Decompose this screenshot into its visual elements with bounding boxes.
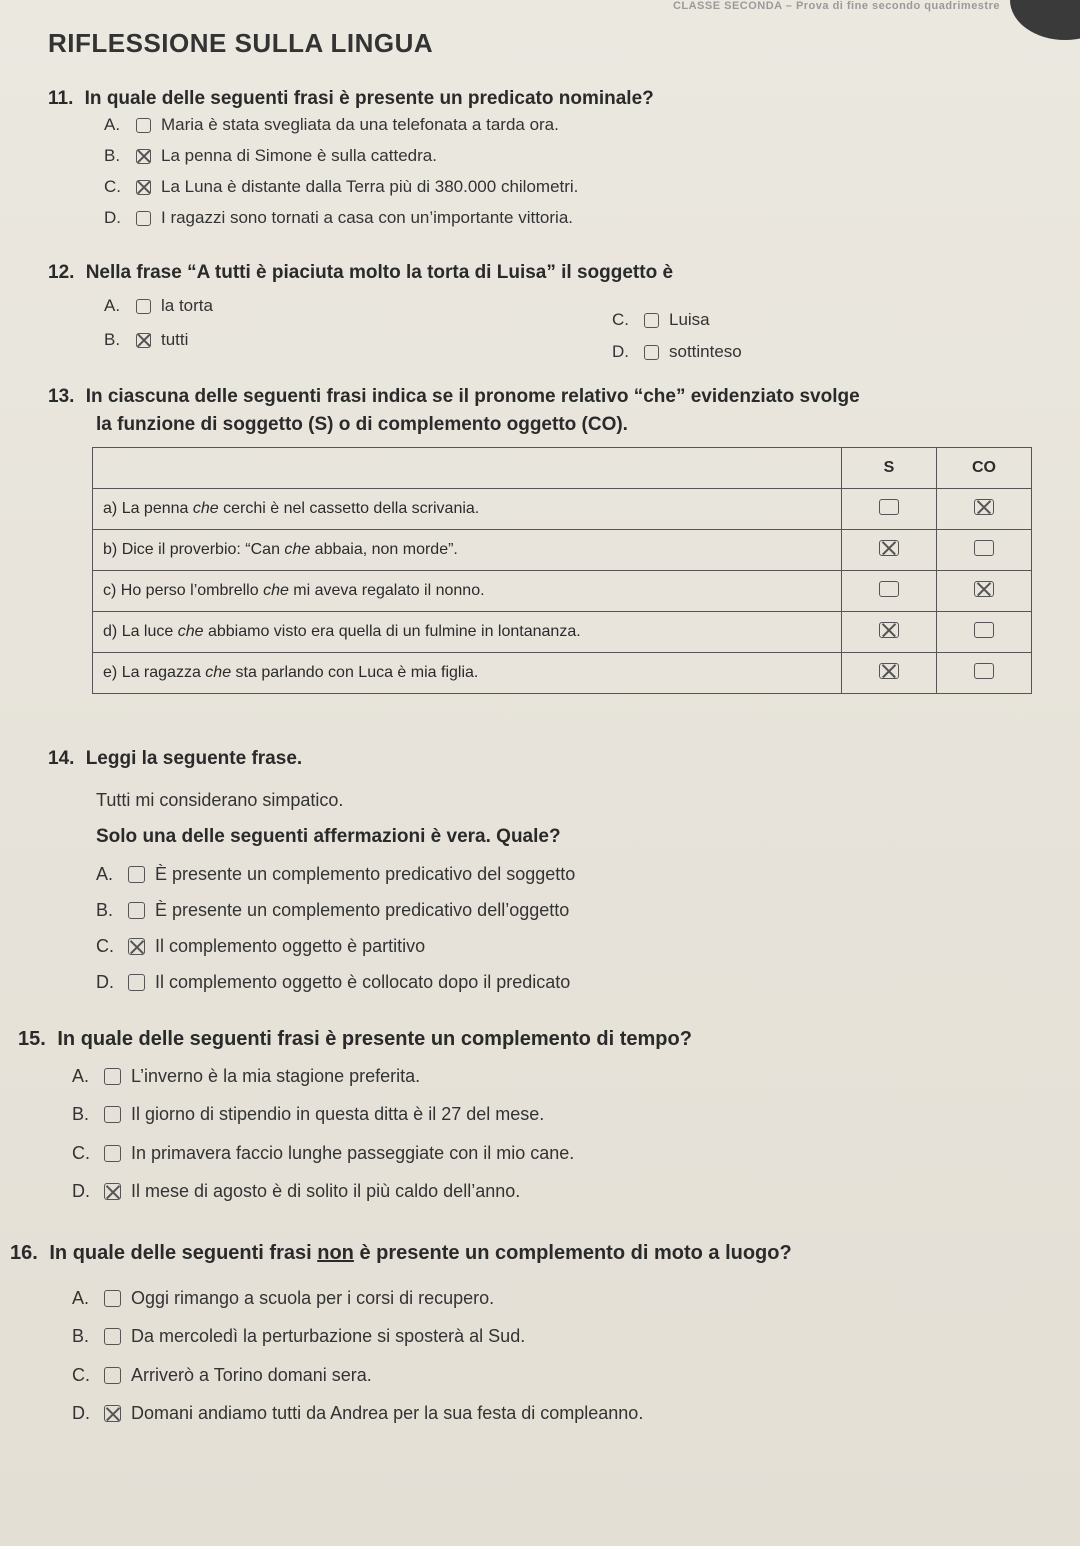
relative-pronoun: che bbox=[192, 500, 219, 517]
checkbox[interactable] bbox=[128, 902, 145, 919]
question-15 bbox=[18, 1028, 692, 1051]
cell-s bbox=[842, 571, 937, 612]
question-number: 16. bbox=[10, 1242, 38, 1264]
question-text-non: non bbox=[317, 1242, 354, 1264]
checkbox[interactable] bbox=[104, 1290, 121, 1307]
sentence-after: abbiamo visto era quella di un fulmine in lontananza. bbox=[203, 623, 581, 640]
cell-co bbox=[937, 530, 1032, 571]
question-text-before: In quale delle seguenti frasi bbox=[49, 1242, 318, 1264]
option-letter: B. bbox=[72, 1104, 90, 1124]
checkbox[interactable] bbox=[974, 663, 994, 679]
relative-pronoun: che bbox=[263, 582, 289, 599]
option-letter: A. bbox=[72, 1066, 90, 1086]
sentence-before: La penna bbox=[121, 500, 193, 517]
checkbox[interactable] bbox=[104, 1328, 121, 1345]
question-text-line1: In ciascuna delle seguenti frasi indica se il pronome relativo “che” evidenziato svolge bbox=[85, 386, 860, 407]
option-text: Domani andiamo tutti da Andrea per la sua festa di compleanno. bbox=[131, 1403, 644, 1423]
checked-checkbox[interactable] bbox=[879, 622, 899, 638]
question-number: 12. bbox=[48, 262, 75, 283]
option-b[interactable] bbox=[104, 146, 437, 166]
option-text: sottinteso bbox=[669, 342, 742, 361]
option-letter: C. bbox=[72, 1143, 90, 1163]
option-text: Luisa bbox=[669, 310, 710, 329]
relative-pronoun: che bbox=[205, 664, 232, 681]
option-text: In primavera faccio lunghe passeggiate con il mio cane. bbox=[131, 1143, 575, 1163]
option-text: la torta bbox=[161, 296, 213, 315]
row-label: a) bbox=[103, 500, 118, 517]
checkbox[interactable] bbox=[879, 499, 899, 515]
option-d[interactable] bbox=[72, 1181, 520, 1202]
sentence-before: La ragazza bbox=[121, 664, 206, 681]
checkbox[interactable] bbox=[104, 1106, 121, 1123]
sentence-before: Dice il proverbio: “Can bbox=[121, 541, 285, 558]
sentence-after: mi aveva regalato il nonno. bbox=[288, 582, 485, 599]
checkbox[interactable] bbox=[104, 1068, 121, 1085]
checkbox[interactable] bbox=[128, 866, 145, 883]
option-letter: D. bbox=[104, 208, 121, 227]
option-a[interactable] bbox=[104, 115, 559, 135]
option-text: tutti bbox=[161, 330, 189, 349]
option-letter: B. bbox=[72, 1326, 90, 1346]
cell-s bbox=[842, 612, 937, 653]
checkbox[interactable] bbox=[104, 1145, 121, 1162]
cell-s bbox=[842, 653, 937, 694]
question-number: 15. bbox=[18, 1028, 46, 1050]
checkbox[interactable] bbox=[136, 118, 151, 133]
sentence-cell bbox=[93, 530, 842, 571]
answer-table bbox=[92, 447, 1032, 694]
table-row bbox=[93, 612, 1032, 653]
option-d[interactable] bbox=[612, 342, 742, 362]
quoted-sentence: Tutti mi considerano simpatico. bbox=[96, 790, 344, 810]
option-letter: C. bbox=[72, 1365, 90, 1385]
question-text: Nella frase “A tutti è piaciuta molto la torta di Luisa” il soggetto è bbox=[85, 262, 674, 283]
option-letter: B. bbox=[96, 900, 114, 920]
column-header-s: S bbox=[842, 448, 937, 489]
page-corner-shadow bbox=[1010, 0, 1080, 40]
relative-pronoun: che bbox=[284, 541, 311, 558]
sentence-cell bbox=[93, 653, 842, 694]
option-b[interactable] bbox=[104, 330, 188, 350]
option-letter: A. bbox=[72, 1288, 90, 1308]
checkbox[interactable] bbox=[879, 581, 899, 597]
option-a[interactable] bbox=[96, 864, 575, 885]
sentence-before: La luce bbox=[121, 623, 178, 640]
option-text: Il complemento oggetto è collocato dopo il predicato bbox=[155, 972, 571, 992]
checkbox[interactable] bbox=[104, 1367, 121, 1384]
checked-checkbox[interactable] bbox=[104, 1405, 121, 1422]
table-row bbox=[93, 653, 1032, 694]
option-c[interactable] bbox=[72, 1365, 372, 1386]
option-c[interactable] bbox=[612, 310, 710, 330]
table-row bbox=[93, 489, 1032, 530]
checkbox[interactable] bbox=[136, 299, 151, 314]
cell-s bbox=[842, 489, 937, 530]
checked-checkbox[interactable] bbox=[136, 149, 151, 164]
option-text: Il giorno di stipendio in questa ditta è il 27 del mese. bbox=[131, 1104, 545, 1124]
cell-co bbox=[937, 612, 1032, 653]
question-12 bbox=[48, 262, 673, 284]
option-text: Arriverò a Torino domani sera. bbox=[131, 1365, 372, 1385]
checkbox[interactable] bbox=[974, 622, 994, 638]
question-16 bbox=[10, 1242, 792, 1265]
checked-checkbox[interactable] bbox=[974, 581, 994, 597]
checked-checkbox[interactable] bbox=[136, 333, 151, 348]
option-text: Da mercoledì la perturbazione si sposterà al Sud. bbox=[131, 1326, 526, 1346]
checkbox[interactable] bbox=[136, 211, 151, 226]
option-letter: B. bbox=[104, 146, 121, 165]
option-c[interactable] bbox=[72, 1143, 574, 1164]
option-letter: C. bbox=[96, 936, 114, 956]
checked-checkbox[interactable] bbox=[104, 1183, 121, 1200]
question-text: In quale delle seguenti frasi è presente un predicato nominale? bbox=[84, 88, 654, 109]
checkbox[interactable] bbox=[644, 313, 659, 328]
question-text: Leggi la seguente frase. bbox=[85, 748, 303, 769]
instruction-text: Solo una delle seguenti affermazioni è vera. Quale? bbox=[96, 826, 561, 847]
sentence-after: sta parlando con Luca è mia figlia. bbox=[231, 664, 479, 681]
option-letter: D. bbox=[96, 972, 114, 992]
question-text: In quale delle seguenti frasi è presente un complemento di tempo? bbox=[57, 1028, 692, 1050]
sentence-cell bbox=[93, 612, 842, 653]
option-letter: D. bbox=[72, 1181, 90, 1201]
option-b[interactable] bbox=[72, 1326, 525, 1347]
checkbox[interactable] bbox=[974, 540, 994, 556]
option-a[interactable] bbox=[104, 296, 213, 316]
option-letter: A. bbox=[104, 115, 121, 134]
table-row bbox=[93, 530, 1032, 571]
question-11 bbox=[48, 88, 654, 110]
table-header-blank bbox=[93, 448, 842, 489]
question-13-line2 bbox=[96, 414, 628, 436]
section-title: RIFLESSIONE SULLA LINGUA bbox=[48, 28, 434, 58]
cell-co bbox=[937, 489, 1032, 530]
sentence-after: abbaia, non morde”. bbox=[310, 541, 458, 558]
column-header-co: CO bbox=[937, 448, 1032, 489]
checked-checkbox[interactable] bbox=[136, 180, 151, 195]
question-text-after: è presente un complemento di moto a luogo? bbox=[353, 1242, 792, 1264]
question-number: 11. bbox=[48, 88, 74, 109]
option-letter: C. bbox=[612, 310, 629, 329]
option-letter: A. bbox=[96, 864, 114, 884]
checked-checkbox[interactable] bbox=[974, 499, 994, 515]
option-c[interactable] bbox=[104, 177, 578, 197]
question-number: 13. bbox=[48, 386, 75, 407]
option-letter: B. bbox=[104, 330, 121, 349]
option-b[interactable] bbox=[96, 900, 569, 921]
checked-checkbox[interactable] bbox=[128, 938, 145, 955]
checkbox[interactable] bbox=[644, 345, 659, 360]
relative-pronoun: che bbox=[177, 623, 204, 640]
option-letter: C. bbox=[104, 177, 121, 196]
option-d[interactable] bbox=[104, 208, 573, 228]
option-b[interactable] bbox=[72, 1104, 544, 1125]
header-strip: CLASSE SECONDA – Prova di fine secondo quadrimestre bbox=[672, 0, 1000, 12]
option-text: L’inverno è la mia stagione preferita. bbox=[131, 1066, 421, 1086]
option-text: È presente un complemento predicativo dell’oggetto bbox=[155, 900, 570, 920]
sentence-after: cerchi è nel cassetto della scrivania. bbox=[218, 500, 480, 517]
option-text: La penna di Simone è sulla cattedra. bbox=[161, 146, 437, 165]
row-label: b) bbox=[103, 541, 118, 558]
checked-checkbox[interactable] bbox=[879, 663, 899, 679]
option-letter: D. bbox=[612, 342, 629, 361]
table-header-row bbox=[93, 448, 1032, 489]
question-number: 14. bbox=[48, 748, 75, 769]
question-text-line2: la funzione di soggetto (S) o di complemento oggetto (CO). bbox=[96, 414, 628, 435]
checked-checkbox[interactable] bbox=[879, 540, 899, 556]
option-text: La Luna è distante dalla Terra più di 380.000 chilometri. bbox=[161, 177, 579, 196]
option-text: Il complemento oggetto è partitivo bbox=[155, 936, 426, 956]
option-c[interactable] bbox=[96, 936, 425, 957]
option-a[interactable] bbox=[72, 1288, 494, 1309]
row-label: d) bbox=[103, 623, 118, 640]
option-text: Il mese di agosto è di solito il più caldo dell’anno. bbox=[131, 1181, 521, 1201]
checkbox[interactable] bbox=[128, 974, 145, 991]
sentence-before: Ho perso l’ombrello bbox=[120, 582, 264, 599]
option-letter: A. bbox=[104, 296, 121, 315]
cell-co bbox=[937, 653, 1032, 694]
option-text: È presente un complemento predicativo del soggetto bbox=[155, 864, 576, 884]
question-13 bbox=[48, 386, 860, 408]
question-14 bbox=[48, 748, 302, 770]
cell-co bbox=[937, 571, 1032, 612]
cell-s bbox=[842, 530, 937, 571]
option-text: Oggi rimango a scuola per i corsi di recupero. bbox=[131, 1288, 495, 1308]
table-row bbox=[93, 571, 1032, 612]
row-label: c) bbox=[103, 582, 117, 599]
option-text: Maria è stata svegliata da una telefonata a tarda ora. bbox=[161, 115, 559, 134]
option-letter: D. bbox=[72, 1403, 90, 1423]
option-a[interactable] bbox=[72, 1066, 420, 1087]
sentence-cell bbox=[93, 571, 842, 612]
option-text: I ragazzi sono tornati a casa con un’importante vittoria. bbox=[161, 208, 573, 227]
option-d[interactable] bbox=[72, 1403, 643, 1424]
row-label: e) bbox=[103, 664, 118, 681]
sentence-cell bbox=[93, 489, 842, 530]
option-d[interactable] bbox=[96, 972, 570, 993]
